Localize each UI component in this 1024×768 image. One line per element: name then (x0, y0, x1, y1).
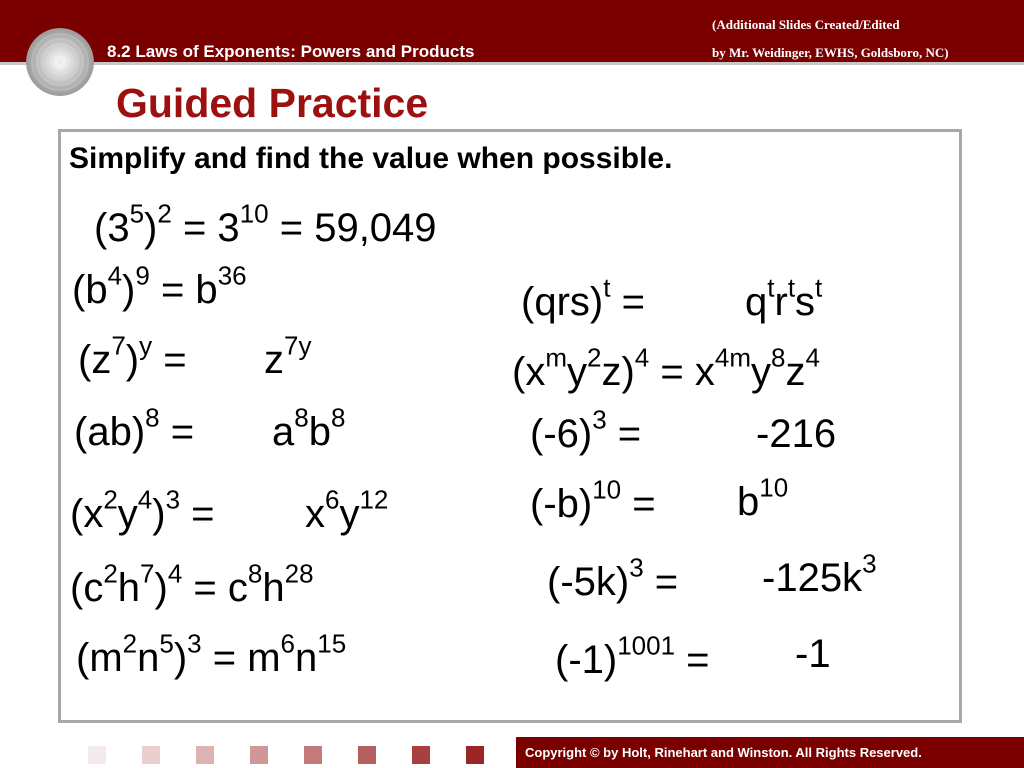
problem-13: $(-1)^{1001}$ = (555, 630, 710, 682)
header-divider (0, 62, 1024, 65)
problem-11: $(-b)^{10}$ = (530, 474, 656, 526)
answer-3: $z^{7y}$ (264, 330, 312, 382)
answer-10: -216 (756, 412, 837, 456)
problem-9: $(x^my^2z)^4 = x^{4m}y^8z^4$ (512, 342, 820, 394)
decorative-square (412, 746, 430, 764)
problem-6: $(c^2h^7)^4 = c^8h^{28}$ (70, 558, 314, 610)
answer-5: $x^6y^{12}$ (305, 484, 389, 536)
problem-1: $(3^5)^2 = 3^{10} = 59,049$ (94, 198, 437, 250)
problem-2: $(b^4)^9 = b^{36}$ (72, 260, 247, 312)
problem-10: $(-6)^3$ = (530, 404, 642, 456)
answer-8: $q^tr^ts^t$ (745, 272, 823, 324)
problem-4: (ab)$^8$ = (74, 402, 195, 454)
decorative-square (88, 746, 106, 764)
problem-3: $(z^7)^y$ = (78, 330, 187, 382)
decorative-square (196, 746, 214, 764)
lesson-title: 8.2 Laws of Exponents: Powers and Products (107, 42, 475, 61)
answer-11: $b^{10}$ (737, 472, 789, 524)
copyright-bar: Copyright © by Holt, Rinehart and Winston. All Rights Reserved. (516, 737, 1024, 768)
problem-12: $(-5k)^3$ = (547, 552, 679, 604)
answer-13: -1 (795, 632, 831, 676)
decorative-square (304, 746, 322, 764)
problem-7: $(m^2n^5)^3 = m^6n^{15}$ (76, 628, 347, 680)
answer-12: $-125k^3$ (762, 548, 877, 600)
problem-8: (qrs)$^t$ = (521, 272, 645, 324)
decorative-square (466, 746, 484, 764)
decorative-square (250, 746, 268, 764)
instruction-text: Simplify and find the value when possible. (69, 142, 673, 175)
credit-line-2: by Mr. Weidinger, EWHS, Goldsboro, NC) (712, 45, 949, 60)
problem-5: $(x^2y^4)^3$ = (70, 484, 215, 536)
concentric-circles-logo-icon (26, 28, 94, 96)
answer-4: $a^8b^8$ (272, 402, 346, 454)
decorative-square (358, 746, 376, 764)
decorative-square (142, 746, 160, 764)
slide-title: Guided Practice (116, 80, 429, 126)
credit-line-1: (Additional Slides Created/Edited (712, 17, 900, 32)
